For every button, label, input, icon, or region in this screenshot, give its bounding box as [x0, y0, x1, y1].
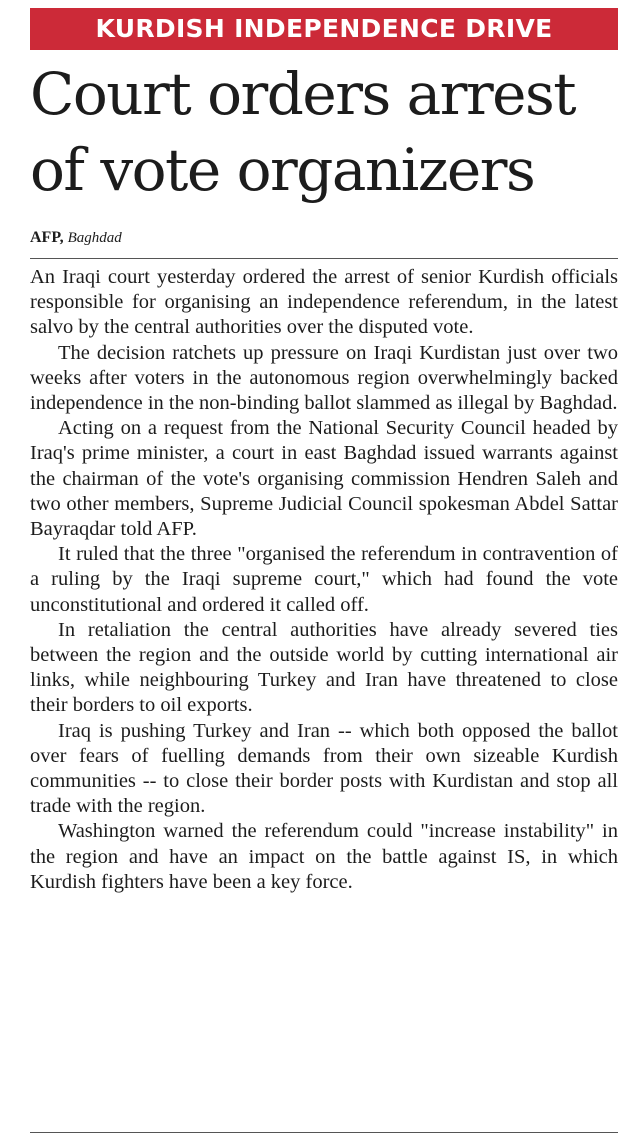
article-body	[30, 265, 618, 895]
section-banner: KURDISH INDEPENDENCE DRIVE	[30, 8, 618, 50]
byline-agency: AFP,	[30, 229, 64, 246]
paragraph: It ruled that the three "organised the referendum in contravention of a ruling by the Iraqi supreme court," which had found the vote unconstitutional and ordered it called off.	[30, 543, 618, 616]
top-divider	[30, 258, 618, 259]
paragraph: In retaliation the central authorities have already severed ties between the region and the outside world by cutting international air links, while neighbouring Turkey and Iran have threatened to close their borders to oil exports.	[30, 618, 618, 717]
paragraph: An Iraqi court yesterday ordered the arrest of senior Kurdish officials responsible for organising an independence referendum, in the latest salvo by the central authorities over the disputed vote.	[30, 266, 618, 339]
paragraph: Washington warned the referendum could "increase instability" in the region and have an impact on the battle against IS, in which Kurdish fighters have been a key force.	[30, 820, 618, 893]
paragraph: The decision ratchets up pressure on Iraqi Kurdistan just over two weeks after voters in the autonomous region overwhelmingly backed independence in the non-binding ballot slammed as illegal by Baghdad.	[30, 341, 618, 415]
headline	[30, 56, 630, 208]
paragraph: Iraq is pushing Turkey and Iran -- which both opposed the ballot over fears of fuelling demands from their own sizeable Kurdish communities -- to close their border posts with Kurdistan and stop all trade with the region.	[30, 719, 618, 818]
paragraph: Acting on a request from the National Security Council headed by Iraq's prime minister, a court in east Baghdad issued warrants against the chairman of the vote's organising commission Hendren Saleh and two other members, Supreme Judicial Council spokesman Abdel Sattar Bayraqdar told AFP.	[30, 417, 618, 541]
byline-dateline: Baghdad	[67, 230, 122, 246]
headline-line-1: Court orders arrest	[30, 60, 576, 128]
bottom-divider	[30, 1132, 618, 1133]
headline-line-2: of vote organizers	[30, 136, 535, 204]
byline	[30, 229, 122, 247]
